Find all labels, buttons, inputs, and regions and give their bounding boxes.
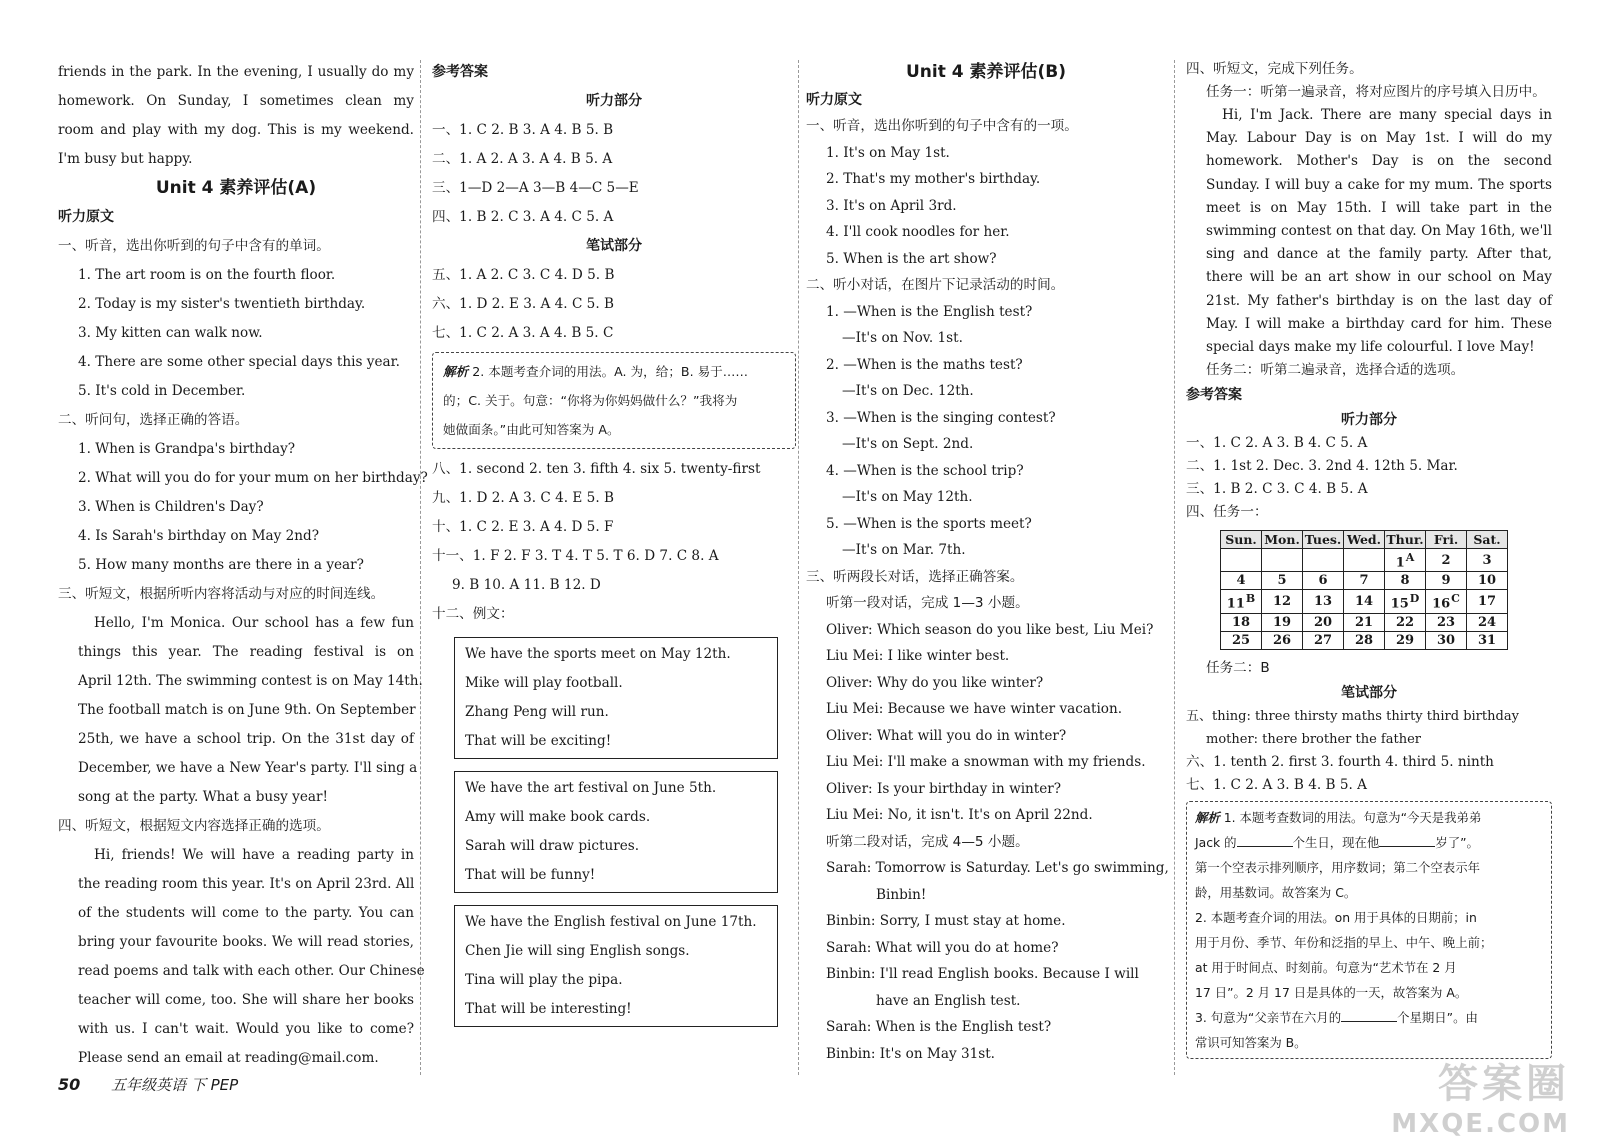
note-text: 用于月份、季节、年份和泛指的早上、中午、晚上前； bbox=[1195, 934, 1493, 950]
essay-line: Zhang Peng will run. bbox=[465, 704, 609, 720]
answer-line: 二、1. 1st 2. Dec. 3. 2nd 4. 12th 5. Mar. bbox=[1186, 458, 1458, 475]
column-divider bbox=[1174, 60, 1175, 1075]
answers-heading: 参考答案 bbox=[432, 64, 488, 80]
essay-line: That will be funny! bbox=[465, 867, 596, 883]
list-item: 3. When is Children's Day? bbox=[78, 499, 264, 515]
calendar-day-header: Mon. bbox=[1262, 531, 1303, 549]
passage-line: swimming contest on that day. On May 16th, we'll bbox=[1206, 222, 1552, 239]
site-watermark bbox=[1391, 1052, 1570, 1139]
calendar-cell bbox=[1221, 590, 1262, 613]
note-text: at 用于时间点、时刻前。句意为“艺术节在 2 月 bbox=[1195, 959, 1457, 975]
question-title: 三、听短文，根据所听内容将活动与对应的时间连线。 bbox=[58, 586, 385, 602]
calendar-date: 16 bbox=[1432, 596, 1451, 612]
passage-line: 21st. My father's birthday is on the last day of bbox=[1206, 292, 1552, 309]
calendar-cell: 2 bbox=[1426, 549, 1467, 572]
calendar-cell bbox=[1221, 549, 1262, 572]
calendar-cell: 26 bbox=[1262, 631, 1303, 649]
dialog-line: —It's on Nov. 1st. bbox=[842, 330, 963, 346]
answer-line: 六、1. D 2. E 3. A 4. C 5. B bbox=[432, 296, 614, 312]
question-title: 三、听两段长对话，选择正确答案。 bbox=[806, 568, 1024, 585]
note-text: 个星期日”。由 bbox=[1397, 1009, 1478, 1025]
passage-line: teacher will come, too. She will share her books bbox=[78, 992, 414, 1008]
question-title: 二、听问句，选择正确的答语。 bbox=[58, 412, 249, 428]
passage-line: Please send an email at reading@mail.com. bbox=[78, 1050, 379, 1066]
answer-line: 五、1. A 2. C 3. C 4. D 5. B bbox=[432, 267, 615, 283]
passage-line: April 12th. The swimming contest is on May 14th. bbox=[78, 673, 423, 689]
calendar-cell: 10 bbox=[1467, 572, 1508, 590]
calendar-cell: 23 bbox=[1426, 613, 1467, 631]
answer-blank bbox=[1341, 1007, 1397, 1022]
note-text: 第一个空表示排列顺序，用序数词；第二个空表示年 bbox=[1195, 859, 1480, 875]
question-title: 四、听短文，根据短文内容选择正确的选项。 bbox=[58, 818, 330, 834]
note-text: 2. 本题考查介词的用法。A. 为，给；B. 易于…… bbox=[472, 364, 748, 379]
dialog-subtitle: 听第一段对话，完成 1—3 小题。 bbox=[826, 595, 1029, 611]
answer-line: 六、1. tenth 2. first 3. fourth 4. third 5. ninth bbox=[1186, 753, 1494, 770]
answer-line: 八、1. second 2. ten 3. fifth 4. six 5. twenty-first bbox=[432, 461, 761, 477]
dialog-subtitle: 听第二段对话，完成 4—5 小题。 bbox=[826, 833, 1029, 850]
dialog-line: Liu Mei: I'll make a snowman with my friends. bbox=[826, 754, 1146, 770]
passage-line: meet is on May 15th. I will take part in the bbox=[1206, 199, 1552, 216]
dialog-line: have an English test. bbox=[876, 992, 1021, 1009]
note-text: 龄，用基数词。故答案为 C。 bbox=[1195, 884, 1357, 900]
answer-line: 一、1. C 2. B 3. A 4. B 5. B bbox=[432, 122, 614, 138]
answer-blank bbox=[1379, 832, 1435, 847]
essay-line: That will be exciting! bbox=[465, 733, 612, 749]
dialog-line: Sarah: Tomorrow is Saturday. Let's go swimming, bbox=[826, 860, 1169, 876]
book-title: 五年级英语 下 PEP bbox=[111, 1076, 239, 1094]
answer-line: 一、1. C 2. A 3. B 4. C 5. A bbox=[1186, 435, 1368, 452]
calendar-cell: 8 bbox=[1385, 572, 1426, 590]
sample-essay-box bbox=[454, 771, 778, 893]
sample-essay-box bbox=[454, 905, 778, 1027]
answers-heading: 参考答案 bbox=[1186, 387, 1242, 404]
calendar-cell: 6 bbox=[1303, 572, 1344, 590]
calendar-cell: 29 bbox=[1385, 631, 1426, 649]
calendar-mark: B bbox=[1245, 592, 1256, 606]
analysis-note bbox=[432, 352, 796, 449]
passage-line: 25th, we have a school trip. On the 31st day of bbox=[78, 731, 414, 747]
answer-line: 四、1. B 2. C 3. A 4. C 5. A bbox=[432, 209, 614, 225]
question-title: 一、听音，选出你听到的句子中含有的一项。 bbox=[806, 118, 1078, 134]
dialog-line: Oliver: What will you do in winter? bbox=[826, 727, 1067, 744]
calendar-cell: 13 bbox=[1303, 590, 1344, 613]
answer-line: 七、1. C 2. A 3. A 4. B 5. C bbox=[432, 325, 614, 341]
passage-line: read poems and talk with each other. Our Chinese bbox=[78, 963, 425, 979]
calendar-cell: 19 bbox=[1262, 613, 1303, 631]
passage-line: the reading room this year. It's on April 23rd. All bbox=[78, 876, 415, 892]
calendar-cell: 18 bbox=[1221, 613, 1262, 631]
calendar-cell bbox=[1385, 590, 1426, 613]
calendar-cell: 25 bbox=[1221, 631, 1262, 649]
page-number: 50 bbox=[58, 1075, 81, 1094]
dialog-line: Sarah: When is the English test? bbox=[826, 1019, 1052, 1035]
calendar-cell bbox=[1303, 549, 1344, 572]
unit-title-b: Unit 4 素养评估(B) bbox=[905, 62, 1067, 82]
calendar-day-header: Wed. bbox=[1344, 531, 1385, 549]
column-1 bbox=[58, 58, 428, 1073]
list-item: 2. Today is my sister's twentieth birthday. bbox=[78, 296, 366, 312]
column-divider bbox=[420, 60, 421, 1075]
question-title: 二、听小对话，在图片下记录活动的时间。 bbox=[806, 277, 1065, 293]
list-item: 4. There are some other special days this year. bbox=[78, 354, 400, 370]
answer-line: 三、1—D 2—A 3—B 4—C 5—E bbox=[432, 180, 639, 196]
essay-line: Amy will make book cards. bbox=[465, 809, 651, 825]
passage-line: things this year. The reading festival is on bbox=[78, 644, 414, 660]
section-heading: 听力原文 bbox=[806, 92, 862, 108]
dialog-line: 2. —When is the maths test? bbox=[826, 356, 1023, 373]
calendar-cell: 5 bbox=[1262, 572, 1303, 590]
dialog-line: —It's on Dec. 12th. bbox=[842, 383, 974, 399]
calendar-cell: 28 bbox=[1344, 631, 1385, 649]
written-subheading: 笔试部分 bbox=[1341, 684, 1397, 701]
answer-line: mother: there brother the father bbox=[1206, 731, 1421, 747]
note-text: Jack 的 bbox=[1195, 834, 1237, 850]
list-item: 3. My kitten can walk now. bbox=[78, 325, 263, 341]
may-calendar bbox=[1220, 530, 1508, 650]
dialog-line: Sarah: What will you do at home? bbox=[826, 939, 1059, 956]
list-item: 5. It's cold in December. bbox=[78, 383, 246, 399]
calendar-cell: 17 bbox=[1467, 590, 1508, 613]
calendar-cell bbox=[1262, 549, 1303, 572]
calendar-cell: 4 bbox=[1221, 572, 1262, 590]
passage-line: there will be an art show in our school on May bbox=[1206, 269, 1552, 286]
answer-line: 五、thing: three thirsty maths thirty third birthday bbox=[1186, 708, 1519, 724]
calendar-mark: A bbox=[1405, 551, 1415, 565]
answer-line: 任务二：B bbox=[1206, 659, 1270, 676]
watermark-url: MXQE.COM bbox=[1391, 1109, 1570, 1139]
calendar-cell: 12 bbox=[1262, 590, 1303, 613]
essay-line: Mike will play football. bbox=[465, 675, 623, 691]
dialog-line: Liu Mei: No, it isn't. It's on April 22nd. bbox=[826, 807, 1093, 823]
calendar-mark: C bbox=[1451, 592, 1460, 606]
calendar-date: 15 bbox=[1390, 596, 1409, 612]
dialog-line: Oliver: Is your birthday in winter? bbox=[826, 780, 1062, 797]
essay-line: Tina will play the pipa. bbox=[465, 972, 623, 988]
passage-line: May. Labour Day is on May 1st. I will do my bbox=[1206, 130, 1552, 147]
calendar-day-header: Sun. bbox=[1221, 531, 1262, 549]
list-item: 5. How many months are there in a year? bbox=[78, 557, 364, 573]
question-title: 一、听音，选出你听到的句子中含有的单词。 bbox=[58, 238, 330, 254]
calendar-cell: 20 bbox=[1303, 613, 1344, 631]
answer-line: 九、1. D 2. A 3. C 4. E 5. B bbox=[432, 490, 614, 506]
text-line: I'm busy but happy. bbox=[58, 151, 193, 167]
dialog-line: —It's on Mar. 7th. bbox=[842, 542, 966, 558]
list-item: 1. When is Grandpa's birthday? bbox=[78, 441, 296, 457]
dialog-line: Oliver: Why do you like winter? bbox=[826, 674, 1044, 691]
answer-blank bbox=[1237, 832, 1293, 847]
list-item: 5. When is the art show? bbox=[826, 250, 997, 267]
dialog-line: Binbin: Sorry, I must stay at home. bbox=[826, 913, 1066, 929]
dialog-line: Liu Mei: I like winter best. bbox=[826, 648, 1010, 664]
dialog-line: Binbin! bbox=[876, 886, 927, 903]
calendar-cell: 9 bbox=[1426, 572, 1467, 590]
passage-line: of the students will come to the party. You can bbox=[78, 905, 414, 921]
note-text: 1. 本题考查数词的用法。句意为“今天是我弟弟 bbox=[1223, 809, 1482, 825]
passage-line: The football match is on June 9th. On September bbox=[78, 702, 416, 718]
column-3 bbox=[806, 58, 1169, 1067]
passage-line: song at the party. What a busy year! bbox=[78, 789, 328, 805]
calendar-date: 11 bbox=[1226, 596, 1245, 612]
passage-line: Hello, I'm Monica. Our school has a few fun bbox=[94, 615, 414, 631]
answer-line: 七、1. C 2. A 3. B 4. B 5. A bbox=[1186, 776, 1367, 793]
passage-line: special days make my life colourful. I love May! bbox=[1206, 338, 1535, 355]
passage-line: Sunday. I will buy a cake for my mum. The sports bbox=[1206, 176, 1552, 193]
essay-line: We have the English festival on June 17th. bbox=[465, 914, 757, 930]
calendar-cell: 31 bbox=[1467, 631, 1508, 649]
dialog-line: 1. —When is the English test? bbox=[826, 303, 1033, 320]
text-line: room and play with my dog. This is my weekend. bbox=[58, 122, 414, 138]
note-text: 个生日，现在他 bbox=[1292, 834, 1380, 850]
calendar-day-header: Sat. bbox=[1467, 531, 1508, 549]
answer-line: 二、1. A 2. A 3. A 4. B 5. A bbox=[432, 151, 613, 167]
calendar-cell bbox=[1385, 549, 1426, 572]
unit-title-a: Unit 4 素养评估(A) bbox=[155, 178, 317, 198]
section-heading: 听力原文 bbox=[58, 209, 114, 225]
dialog-line: Binbin: I'll read English books. Because I will bbox=[826, 966, 1139, 982]
list-item: 2. What will you do for your mum on her birthday? bbox=[78, 470, 428, 486]
essay-line: Sarah will draw pictures. bbox=[465, 838, 640, 854]
dialog-line: —It's on May 12th. bbox=[842, 489, 973, 505]
calendar-date: 1 bbox=[1395, 555, 1405, 571]
note-text: 2. 本题考查介词的用法。on 用于具体的日期前；in bbox=[1195, 909, 1477, 925]
text-line: friends in the park. In the evening, I usually do my bbox=[58, 64, 414, 80]
dialog-line: Oliver: Which season do you like best, Liu Mei? bbox=[826, 621, 1154, 638]
list-item: 3. It's on April 3rd. bbox=[826, 197, 957, 214]
dialog-line: Liu Mei: Because we have winter vacation. bbox=[826, 701, 1123, 717]
analysis-note bbox=[1186, 801, 1552, 1059]
dialog-line: Binbin: It's on May 31st. bbox=[826, 1045, 996, 1062]
page-footer bbox=[58, 1074, 238, 1095]
calendar-cell: 27 bbox=[1303, 631, 1344, 649]
calendar-cell bbox=[1426, 590, 1467, 613]
task-title: 任务二：听第二遍录音，选择合适的选项。 bbox=[1206, 362, 1465, 379]
question-title: 四、听短文，完成下列任务。 bbox=[1186, 61, 1363, 77]
calendar-mark: D bbox=[1409, 592, 1420, 606]
column-2 bbox=[432, 58, 796, 1039]
passage-line: December, we have a New Year's party. I'll sing a bbox=[78, 760, 418, 776]
note-text: 17 日”。2 月 17 日是具体的一天，故答案为 A。 bbox=[1195, 984, 1468, 1000]
essay-line: That will be interesting! bbox=[465, 1001, 632, 1017]
analysis-tag: 解析 bbox=[443, 364, 469, 379]
passage-line: Hi, I'm Jack. There are many special days in bbox=[1222, 107, 1552, 123]
calendar-day-header: Tues. bbox=[1303, 531, 1344, 549]
note-text: 她做面条。”由此可知答案为 A。 bbox=[443, 422, 620, 437]
essay-line: We have the sports meet on May 12th. bbox=[465, 646, 731, 662]
answer-line: 十二、例文： bbox=[432, 606, 514, 622]
sample-essay-box bbox=[454, 637, 778, 759]
calendar-cell: 24 bbox=[1467, 613, 1508, 631]
calendar-cell bbox=[1344, 549, 1385, 572]
answer-line: 十一、1. F 2. F 3. T 4. T 5. T 6. D 7. C 8. A bbox=[432, 548, 719, 564]
watermark-text: 答案圈 bbox=[1438, 1061, 1570, 1107]
passage-line: May. I will make a birthday card for him. These bbox=[1206, 315, 1552, 332]
list-item: 4. I'll cook noodles for her. bbox=[826, 224, 1010, 240]
calendar-cell: 14 bbox=[1344, 590, 1385, 613]
answer-line: 9. B 10. A 11. B 12. D bbox=[452, 577, 601, 593]
calendar-cell: 30 bbox=[1426, 631, 1467, 649]
answer-line: 三、1. B 2. C 3. C 4. B 5. A bbox=[1186, 481, 1368, 498]
calendar-cell: 21 bbox=[1344, 613, 1385, 631]
essay-line: Chen Jie will sing English songs. bbox=[465, 943, 690, 959]
task-title: 任务一：听第一遍录音，将对应图片的序号填入日历中。 bbox=[1206, 84, 1546, 100]
calendar-cell: 22 bbox=[1385, 613, 1426, 631]
passage-line: Hi, friends! We will have a reading party in bbox=[94, 847, 414, 863]
list-item: 4. Is Sarah's birthday on May 2nd? bbox=[78, 528, 320, 544]
essay-line: We have the art festival on June 5th. bbox=[465, 780, 717, 796]
passage-line: bring your favourite books. We will read stories, bbox=[78, 934, 414, 950]
listening-subheading: 听力部分 bbox=[1341, 412, 1397, 429]
calendar-day-header: Fri. bbox=[1426, 531, 1467, 549]
written-subheading: 笔试部分 bbox=[586, 238, 642, 254]
passage-line: sing and dance at the family party. After that, bbox=[1206, 246, 1552, 263]
answer-line: 十、1. C 2. E 3. A 4. D 5. F bbox=[432, 519, 614, 535]
calendar-cell: 7 bbox=[1344, 572, 1385, 590]
list-item: 2. That's my mother's birthday. bbox=[826, 171, 1041, 187]
column-divider bbox=[798, 60, 799, 1075]
dialog-line: 5. —When is the sports meet? bbox=[826, 515, 1032, 532]
dialog-line: 3. —When is the singing contest? bbox=[826, 409, 1056, 426]
note-text: 岁了”。 bbox=[1435, 834, 1479, 850]
list-item: 1. It's on May 1st. bbox=[826, 144, 950, 161]
column-4 bbox=[1186, 58, 1552, 1065]
note-text: 的；C. 关于。句意：“你将为你妈妈做什么？”我将为 bbox=[443, 393, 738, 408]
calendar-cell: 3 bbox=[1467, 549, 1508, 572]
list-item: 1. The art room is on the fourth floor. bbox=[78, 267, 336, 283]
note-text: 3. 句意为“父亲节在六月的 bbox=[1195, 1009, 1342, 1025]
note-text: 常识可知答案为 B。 bbox=[1195, 1034, 1307, 1050]
analysis-tag: 解析 bbox=[1195, 809, 1220, 825]
answer-line: 四、任务一： bbox=[1186, 504, 1268, 521]
passage-line: homework. Mother's Day is on the second bbox=[1206, 153, 1552, 170]
calendar-day-header: Thur. bbox=[1386, 532, 1424, 548]
passage-line: with us. I can't wait. Would you like to come? bbox=[78, 1021, 414, 1037]
listening-subheading: 听力部分 bbox=[586, 93, 642, 109]
dialog-line: —It's on Sept. 2nd. bbox=[842, 436, 974, 452]
dialog-line: 4. —When is the school trip? bbox=[826, 462, 1024, 479]
text-line: homework. On Sunday, I sometimes clean my bbox=[58, 93, 414, 109]
